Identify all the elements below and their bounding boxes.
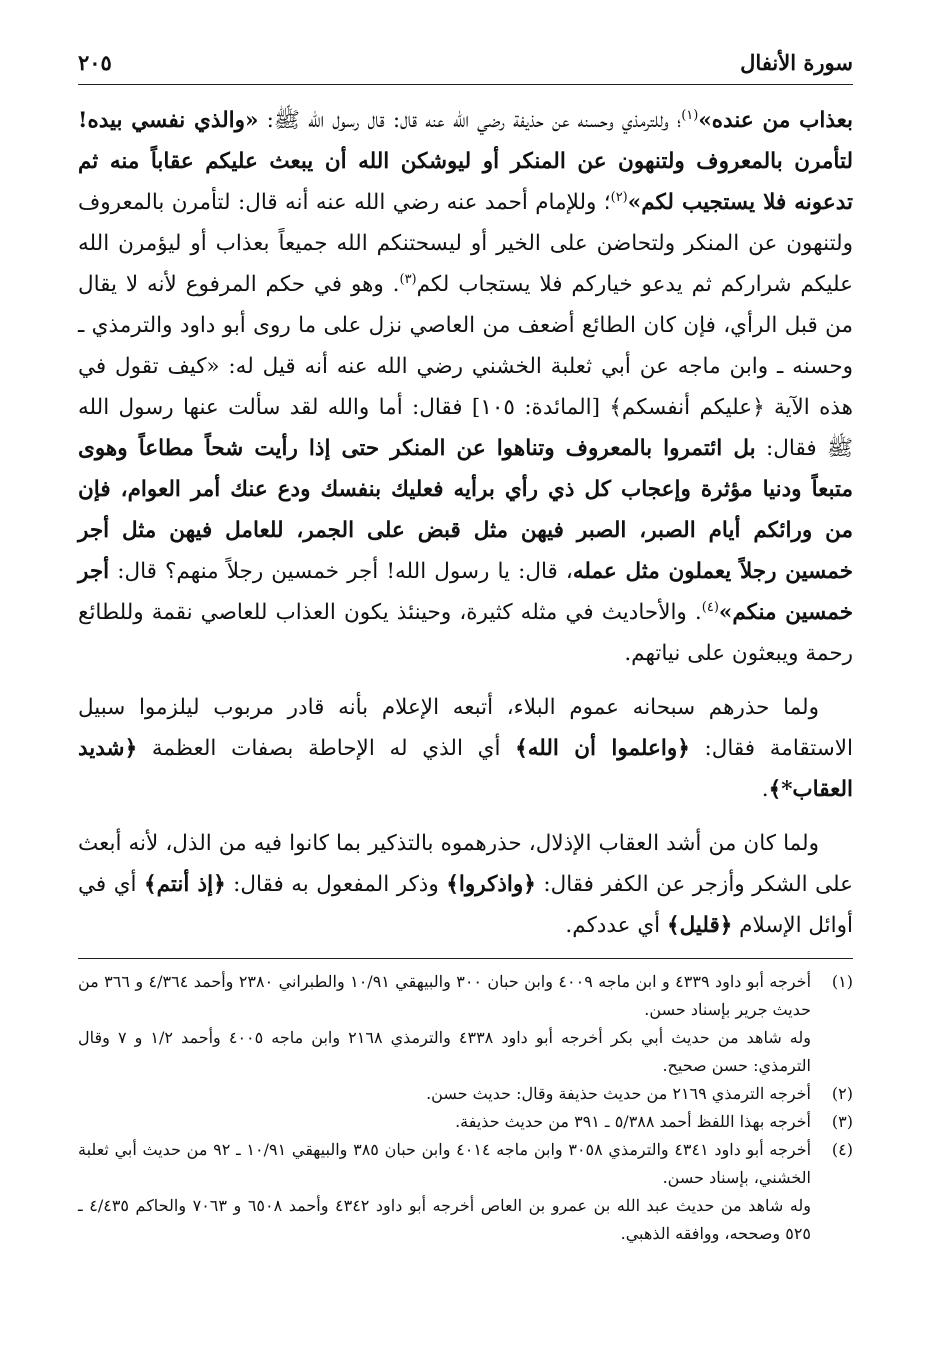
- paragraph-1: [78, 100, 853, 674]
- quran-quote: ﴿شديد العقاب*﴾: [78, 736, 853, 802]
- footnote-divider: [78, 958, 853, 959]
- hadith-quote: «والذي نفسي بيده! لتأمرن بالمعروف ولتنهون عن المنكر أو ليوشكن الله أن يبعث عليكم عقاباً منه ثم تدعونه فلا يستجيب لكم»: [78, 108, 853, 215]
- footnote-text: أخرجه بهذا اللفظ أحمد ٥/٣٨٨ ـ ٣٩١ من حديث حذيفة.: [455, 1112, 811, 1131]
- footnote-number: (٢): [831, 1084, 853, 1103]
- footnote-1: [78, 968, 853, 1024]
- paragraph-3: [78, 823, 853, 946]
- hadith-quote: بل ائتمروا بالمعروف وتناهوا عن المنكر حتى إذا رأيت شحاً مطاعاً وهوى متبعاً ودنيا مؤثرة وإعجاب كل ذي رأي برأيه فعليك بنفسك ودع عنك أمر العوام، فإن من ورائكم أيام الصبر، الصبر فيهن مثل قبض على الجمر، للعامل فيهن مثل أجر خمسين رجلاً يعملون مثل عمله: [78, 436, 854, 584]
- hadith-quote: بعذاب من عنده»: [698, 108, 853, 133]
- quran-quote: ﴿إذ أنتم﴾: [144, 872, 226, 897]
- main-text: [78, 100, 853, 959]
- footnote-text: أخرجه أبو داود ٤٣٣٩ و ابن ماجه ٤٠٠٩ وابن حبان ٣٠٠ والبيهقي ١٠/٩١ والطبراني ٢٣٨٠ وأحمد ٤/٣٦٤ و ٣٦٦ من حديث جرير بإسناد حسن.: [78, 972, 812, 1019]
- footnote-ref-2: (٢): [610, 189, 628, 205]
- footnote-ref-1: (١): [681, 107, 699, 123]
- quran-quote: ﴿قليل﴾: [666, 913, 733, 938]
- footnote-ref-3: (٣): [399, 271, 417, 287]
- body-text: وذكر المفعول به فقال:: [225, 872, 447, 897]
- body-text: . والأحاديث في مثله كثيرة، وحينئذ يكون العذاب للعاصي نقمة وللطائع رحمة ويبعثون على نياتهم.: [78, 600, 853, 666]
- footnote-3: [78, 1108, 853, 1136]
- body-text: .: [761, 777, 769, 802]
- body-text: ولما حذرهم سبحانه عموم البلاء، أتبعه الإعلام بأنه قادر مربوب ليلزموا سبيل الاستقامة فقال:: [78, 695, 853, 761]
- body-text: ؛ وللترمذي وحسنه عن حذيفة رضي الله عنه قال: قال رسول الله ﷺ:: [258, 108, 682, 133]
- quran-quote: ﴿واذكروا﴾: [446, 872, 536, 897]
- body-text: . وهو في حكم المرفوع لأنه لا يقال من قبل الرأي، فإن كان الطائع أضعف من العاصي نزل على ما روى أبو داود والترمذي ـ وحسنه ـ وابن ماجه عن أبي ثعلبة الخشني رضي الله عنه أنه قيل له: «كيف تقول في هذه الآية ﴿عليكم أنفسكم﴾ [المائدة: ١٠٥] فقال: أما والله لقد سألت عنها رسول الله ﷺ فقال:: [78, 272, 853, 461]
- footnotes: [78, 968, 853, 1248]
- paragraph-2: [78, 687, 853, 810]
- hadith-quote: أجر خمسين منكم»: [78, 559, 854, 625]
- footnote-number: (٤): [831, 1140, 853, 1159]
- footnote-text: أخرجه أبو داود ٤٣٤١ والترمذي ٣٠٥٨ وابن ماجه ٤٠١٤ وابن حبان ٣٨٥ والبيهقي ١٠/٩١ ـ ٩٢ من حديث أبي ثعلبة الخشني، بإسناد حسن.: [78, 1140, 812, 1187]
- footnote-4-continued: وله شاهد من حديث عبد الله بن عمرو بن العاص أخرجه أبو داود ٤٣٤٢ وأحمد ٦٥٠٨ و ٧٠٦٣ والحاكم ٤/٤٣٥ ـ ٥٢٥ وصححه، ووافقه الذهبي.: [78, 1196, 812, 1243]
- footnote-4: [78, 1136, 853, 1192]
- body-text: أي في أوائل الإسلام: [78, 872, 853, 938]
- footnote-number: (٣): [831, 1112, 853, 1131]
- running-title: سورة الأنفال: [740, 50, 853, 75]
- body-text: ، قال: يا رسول الله! أجر خمسين رجلاً منهم؟ قال:: [109, 559, 573, 584]
- page-header: [78, 40, 853, 85]
- body-text: ولما كان من أشد العقاب الإذلال، حذرهموه بالتذكير بما كانوا فيه من الذل، لأنه أبعث على الشكر وأزجر عن الكفر فقال:: [78, 831, 853, 897]
- body-text: أي عددكم.: [565, 913, 667, 938]
- footnote-number: (١): [831, 972, 853, 991]
- body-text: ؛ وللإمام أحمد عنه رضي الله عنه أنه قال: لتأمرن بالمعروف ولتنهون عن المنكر ولتحاضن على الخير أو ليسحتنكم الله جميعاً بعذاب أو ليؤمرن الله عليكم شراركم ثم يدعو خياركم فلا يستجاب لكم: [78, 190, 853, 297]
- page-number: ٢٠٥: [78, 50, 112, 75]
- quran-quote: ﴿واعلموا أن الله﴾: [515, 736, 690, 761]
- footnote-1-continued: وله شاهد من حديث أبي بكر أخرجه أبو داود ٤٣٣٨ والترمذي ٢١٦٨ وابن ماجه ٤٠٠٥ وأحمد ١/٢ و ٧ وقال الترمذي: حسن صحيح.: [78, 1028, 811, 1075]
- footnote-2: [78, 1080, 853, 1108]
- footnote-text: أخرجه الترمذي ٢١٦٩ من حديث حذيفة وقال: حديث حسن.: [426, 1084, 811, 1103]
- body-text: أي الذي له الإحاطة بصفات العظمة: [137, 736, 516, 761]
- footnote-ref-4: (٤): [701, 599, 719, 615]
